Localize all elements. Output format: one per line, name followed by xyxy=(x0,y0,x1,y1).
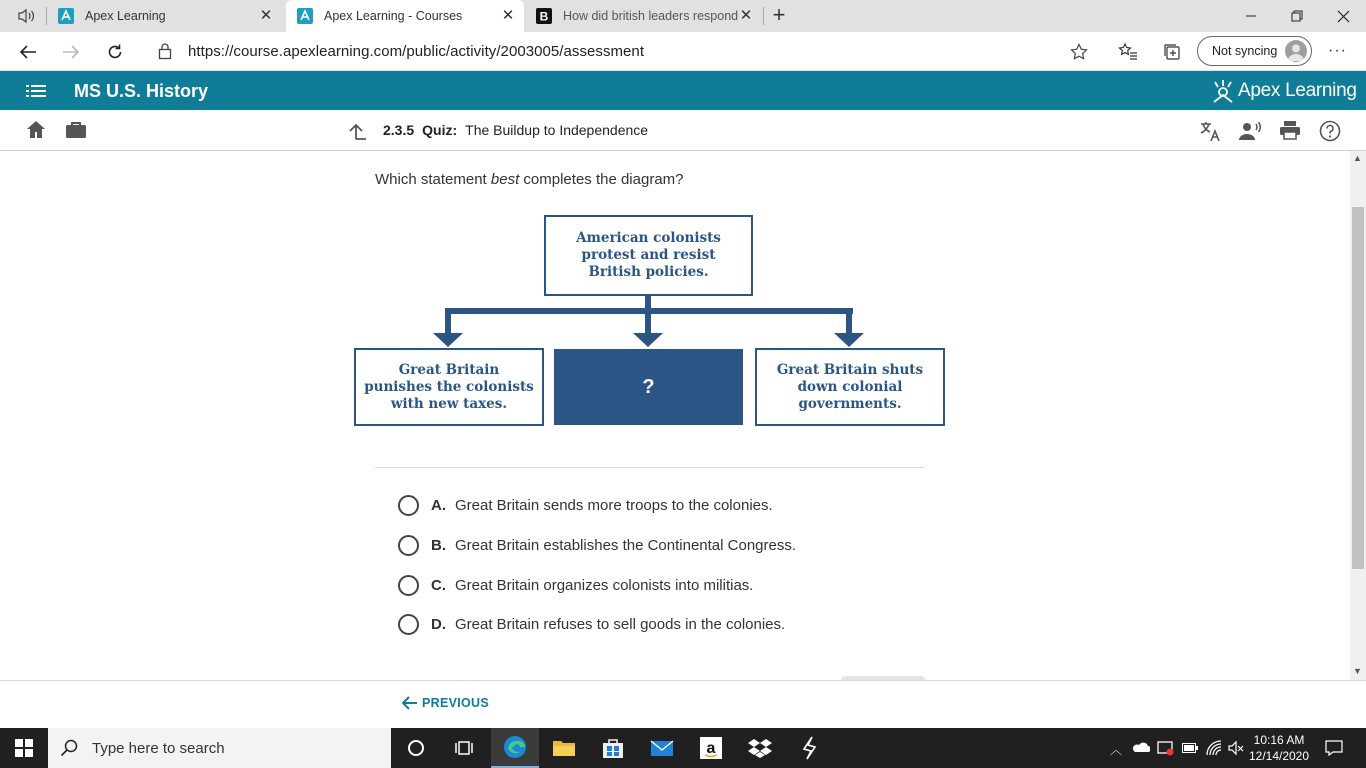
address-bar xyxy=(0,32,1366,71)
bottom-navigation xyxy=(0,680,1366,728)
svg-text:a: a xyxy=(706,740,716,757)
previous-button[interactable] xyxy=(402,696,489,710)
clock-date: 12/14/2020 xyxy=(1248,749,1310,763)
previous-label: PREVIOUS xyxy=(422,696,489,710)
back-button[interactable] xyxy=(15,39,41,65)
onedrive-icon[interactable] xyxy=(1132,740,1150,754)
choice-letter: A. xyxy=(431,496,446,514)
store-icon xyxy=(602,737,624,759)
radio-button[interactable] xyxy=(398,614,419,635)
arrow-right-icon xyxy=(62,44,80,60)
menu-icon[interactable] xyxy=(26,83,46,99)
diagram-left-box: Great Britain punishes the colonists with new taxes. xyxy=(354,348,544,426)
taskbar-file-explorer[interactable] xyxy=(540,728,588,768)
battery-icon[interactable] xyxy=(1182,742,1198,754)
answer-choice-b[interactable] xyxy=(398,533,796,557)
restore-icon xyxy=(1291,10,1303,22)
choice-text: Great Britain establishes the Continental Congress. xyxy=(455,536,797,554)
system-clock[interactable] xyxy=(1246,732,1312,764)
close-tab-icon[interactable]: ✕ xyxy=(501,7,515,24)
apex-logo-icon xyxy=(1212,79,1234,103)
answer-choice-d[interactable] xyxy=(398,612,785,636)
quiz-number: 2.3.5 xyxy=(383,122,415,138)
scroll-down-icon[interactable]: ▼ xyxy=(1353,666,1362,676)
tab-apex-learning[interactable] xyxy=(58,0,280,32)
choice-text: Great Britain organizes colonists into militias. xyxy=(455,576,754,594)
tab-separator xyxy=(763,7,764,25)
tab-title: Apex Learning xyxy=(85,9,166,23)
diagram-top-box: American colonists protest and resist British policies. xyxy=(544,215,753,296)
choice-text: Great Britain sends more troops to the colonies. xyxy=(455,496,773,514)
course-title: MS U.S. History xyxy=(74,81,209,101)
refresh-icon xyxy=(106,43,124,61)
home-icon[interactable] xyxy=(26,120,46,139)
radio-button[interactable] xyxy=(398,495,419,516)
notifications-icon[interactable] xyxy=(1325,740,1343,756)
question-text: Which statement xyxy=(375,171,491,188)
close-tab-icon[interactable]: ✕ xyxy=(259,7,273,24)
answer-choice-c[interactable] xyxy=(398,573,753,597)
volume-muted-icon[interactable] xyxy=(1228,740,1244,756)
search-icon xyxy=(60,739,78,757)
taskbar-amazon[interactable] xyxy=(687,728,735,768)
task-view-icon xyxy=(454,739,474,757)
tab-apex-courses[interactable] xyxy=(286,0,524,32)
sync-status-label: Not syncing xyxy=(1212,44,1278,58)
bolt-app-icon xyxy=(801,736,817,760)
vertical-scrollbar[interactable] xyxy=(1350,151,1366,680)
profile-sync-button[interactable] xyxy=(1197,36,1312,66)
question-text: completes the diagram? xyxy=(519,171,684,188)
speaker-icon[interactable] xyxy=(16,7,36,25)
refresh-button[interactable] xyxy=(102,39,128,65)
url-field[interactable]: https://course.apexlearning.com/public/activity/2003005/assessment xyxy=(188,43,645,60)
answer-choice-a[interactable] xyxy=(398,493,773,517)
mail-icon xyxy=(650,739,674,757)
apex-learning-logo xyxy=(1212,79,1357,103)
svg-text:B: B xyxy=(539,9,549,24)
minimize-icon xyxy=(1245,10,1257,22)
cortana-button[interactable] xyxy=(392,728,440,768)
scrollbar-thumb[interactable] xyxy=(1352,207,1364,569)
diagram-arrowhead xyxy=(834,333,864,347)
edge-browser-icon xyxy=(503,735,527,759)
cortana-icon xyxy=(407,739,425,757)
quiz-type: Quiz: xyxy=(422,122,458,138)
brand-name: Apex Learning xyxy=(1238,80,1357,101)
close-icon xyxy=(1337,10,1350,23)
favorites-icon[interactable] xyxy=(1118,42,1138,62)
start-button[interactable] xyxy=(0,728,48,768)
windows-logo-icon xyxy=(15,739,33,757)
browser-tab-strip xyxy=(0,0,1366,32)
taskbar-app[interactable] xyxy=(785,728,833,768)
minimize-button[interactable] xyxy=(1228,0,1274,32)
collections-icon[interactable] xyxy=(1162,42,1182,62)
tab-separator xyxy=(46,7,47,25)
quiz-toolbar xyxy=(0,110,1366,151)
clock-time: 10:16 AM xyxy=(1253,733,1305,747)
security-icon[interactable] xyxy=(1157,740,1175,756)
amazon-icon xyxy=(700,737,722,759)
choice-letter: D. xyxy=(431,615,446,633)
folder-icon xyxy=(552,738,576,758)
windows-taskbar xyxy=(0,728,1366,768)
wifi-icon[interactable] xyxy=(1206,740,1222,756)
apex-favicon-icon xyxy=(58,8,74,24)
quiz-breadcrumb xyxy=(383,122,648,138)
assessment-content xyxy=(0,151,1350,680)
choice-letter: C. xyxy=(431,576,446,594)
avatar xyxy=(1285,40,1307,62)
task-view-button[interactable] xyxy=(440,728,488,768)
favorite-star-icon[interactable] xyxy=(1070,43,1088,61)
choice-letter: B. xyxy=(431,536,446,554)
read-aloud-icon[interactable] xyxy=(1238,120,1262,142)
taskbar-mail[interactable] xyxy=(638,728,686,768)
question-emphasis: best xyxy=(490,171,520,188)
forward-button[interactable] xyxy=(58,39,84,65)
taskbar-dropbox[interactable] xyxy=(736,728,784,768)
brainly-favicon-icon xyxy=(536,8,552,24)
taskbar-store[interactable] xyxy=(589,728,637,768)
search-placeholder: Type here to search xyxy=(92,739,225,757)
diagram-arrowhead xyxy=(433,333,463,347)
tab-brainly[interactable] xyxy=(536,0,758,32)
radio-button[interactable] xyxy=(398,575,419,596)
arrow-left-icon xyxy=(19,44,37,60)
apex-favicon-icon xyxy=(297,8,313,24)
scroll-up-icon[interactable]: ▲ xyxy=(1353,153,1362,163)
diagram-arrowhead xyxy=(633,333,663,347)
chevron-up-icon[interactable]: ︿ xyxy=(1110,743,1123,757)
lock-icon[interactable] xyxy=(158,42,172,60)
restore-button[interactable] xyxy=(1274,0,1320,32)
choice-text: Great Britain refuses to sell goods in the colonies. xyxy=(455,615,786,633)
tab-title: How did british leaders respond xyxy=(563,9,738,23)
help-icon[interactable] xyxy=(1319,120,1341,142)
briefcase-icon[interactable] xyxy=(65,121,87,139)
translate-icon[interactable] xyxy=(1199,120,1221,142)
diagram-missing-box: ? xyxy=(554,349,743,425)
taskbar-search-box[interactable] xyxy=(48,728,391,768)
up-arrow-icon[interactable] xyxy=(349,122,367,140)
arrow-left-icon xyxy=(402,696,418,710)
close-tab-icon[interactable]: ✕ xyxy=(739,7,753,24)
new-tab-button[interactable]: + xyxy=(772,2,786,27)
more-options-icon[interactable]: ··· xyxy=(1328,42,1347,59)
app-header xyxy=(0,71,1366,110)
tab-title: Apex Learning - Courses xyxy=(324,9,463,23)
taskbar-edge[interactable] xyxy=(491,728,539,768)
close-window-button[interactable] xyxy=(1320,0,1366,32)
quiz-title: The Buildup to Independence xyxy=(465,122,649,138)
person-icon xyxy=(1285,40,1307,62)
radio-button[interactable] xyxy=(398,535,419,556)
dropbox-icon xyxy=(748,737,772,759)
diagram-right-box: Great Britain shuts down colonial governments. xyxy=(755,348,945,426)
divider xyxy=(375,467,925,468)
print-icon[interactable] xyxy=(1279,120,1301,140)
